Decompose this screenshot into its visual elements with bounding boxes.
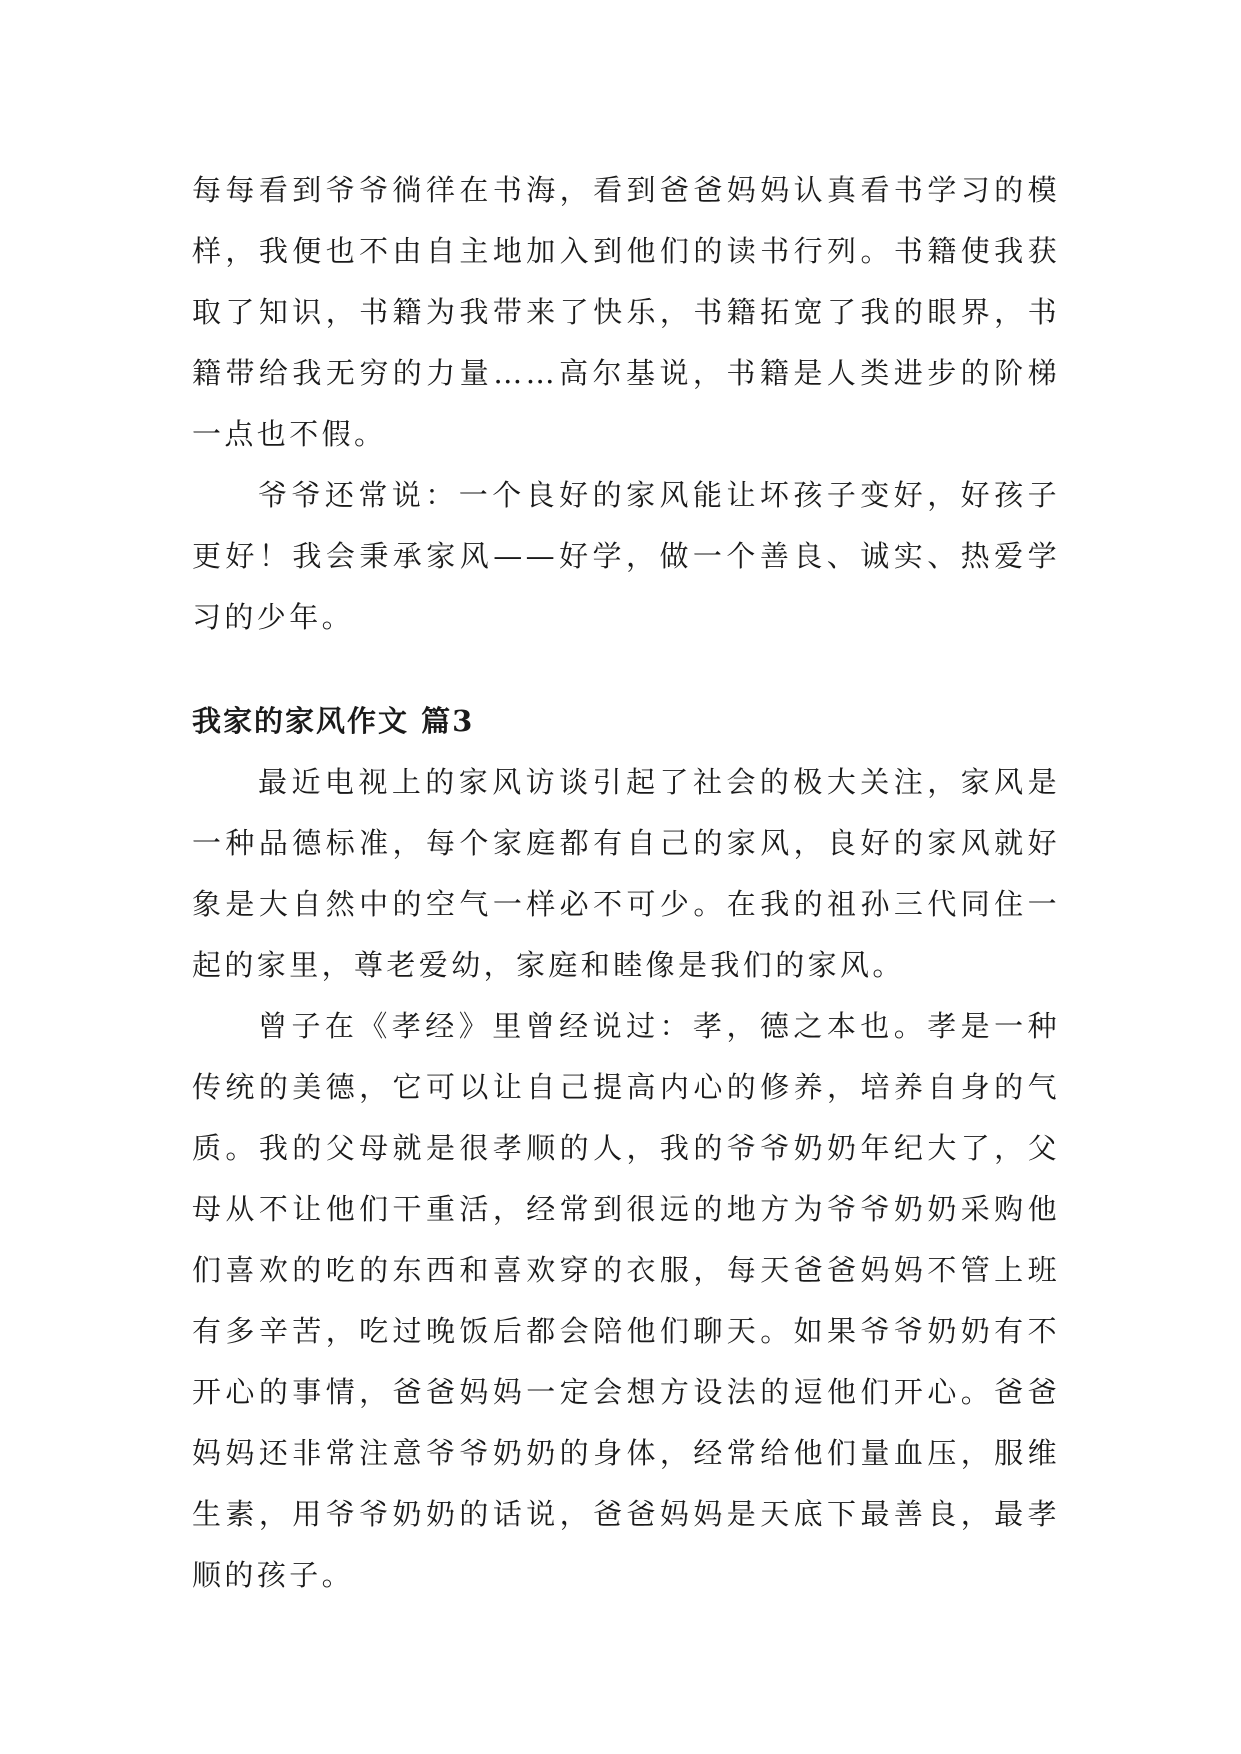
paragraph-filial-piety: 曾子在《孝经》里曾经说过：孝，德之本也。孝是一种传统的美德，它可以让自己提高内心的修养，培养自身的气质。我的父母就是很孝顺的人，我的爷爷奶奶年纪大了，父母从不让他们干重活，经常到很远的地方为爷爷奶奶采购他们喜欢的吃的东西和喜欢穿的衣服，每天爸爸妈妈不管上班有多辛苦，吃过晚饭后都会陪他们聊天。如果爷爷奶奶有不开心的事情，爸爸妈妈一定会想方设法的逗他们开心。爸爸妈妈还非常注意爷爷奶奶的身体，经常给他们量血压，服维生素，用爷爷奶奶的话说，爸爸妈妈是天底下最善良，最孝顺的孩子。 — [192, 1009, 1060, 1592]
section-heading: 我家的家风作文 篇3 — [192, 704, 475, 738]
paragraph-tv-interview: 最近电视上的家风访谈引起了社会的极大关注，家风是一种品德标准，每个家庭都有自己的家风，良好的家风就好象是大自然中的空气一样必不可少。在我的祖孙三代同住一起的家里，尊老爱幼，家庭和睦像是我们的家风。 — [192, 765, 1060, 982]
paragraph-family-motto: 爷爷还常说：一个良好的家风能让坏孩子变好，好孩子更好！我会秉承家风——好学，做一个善良、诚实、热爱学习的少年。 — [192, 478, 1060, 634]
document-body — [192, 160, 1060, 1606]
paragraph-reading-family: 每每看到爷爷徜徉在书海，看到爸爸妈妈认真看书学习的模样，我便也不由自主地加入到他们的读书行列。书籍使我获取了知识，书籍为我带来了快乐，书籍拓宽了我的眼界，书籍带给我无穷的力量……高尔基说，书籍是人类进步的阶梯一点也不假。 — [192, 173, 1060, 451]
